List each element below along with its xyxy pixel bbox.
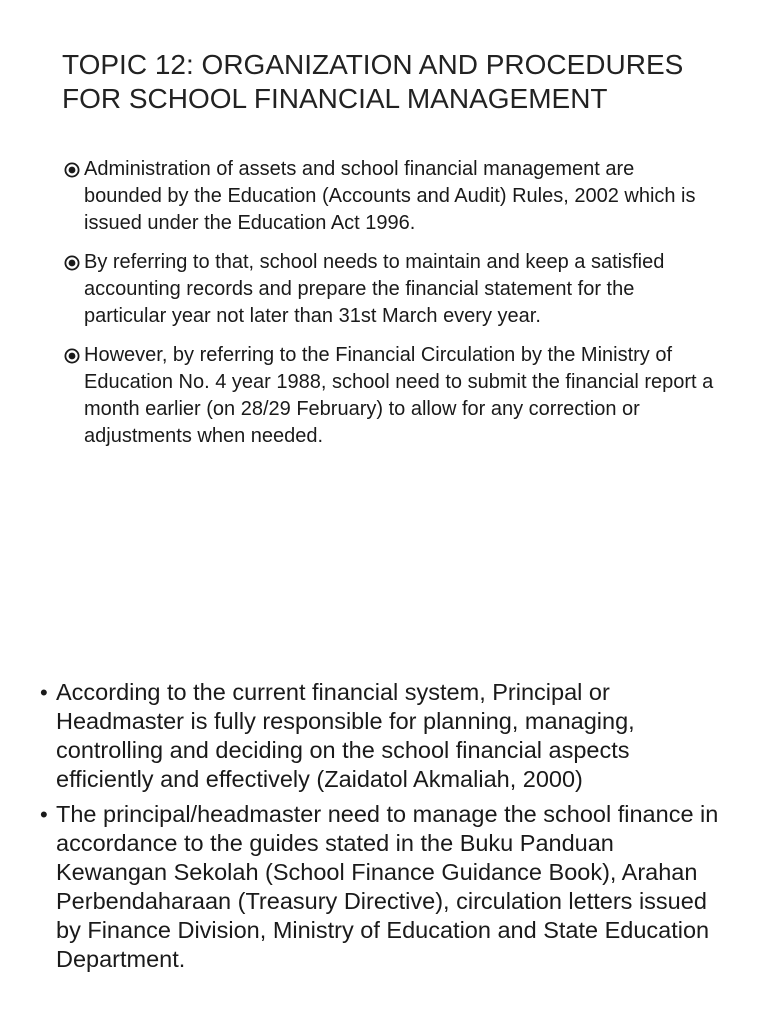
dot-icon: • bbox=[40, 802, 48, 827]
title-line-2: FOR SCHOOL FINANCIAL MANAGEMENT bbox=[62, 83, 608, 114]
list-item bbox=[62, 249, 714, 330]
bullet-text: However, by referring to the Financial Circulation by the Ministry of Education No. 4 year 1988, school need to submit the financial report a month earlier (on 28/29 February) to allow for any correction or adjustments when needed. bbox=[84, 344, 714, 447]
bullet-text: By referring to that, school needs to maintain and keep a satisfied accounting records and prepare the financial statement for the particular year not later than 31st March every year. bbox=[84, 251, 665, 327]
bullet-list bbox=[62, 156, 714, 450]
circled-dot-icon bbox=[64, 162, 80, 178]
bullet-text: Administration of assets and school financial management are bounded by the Education (Accounts and Audit) Rules, 2002 which is issued under the Education Act 1996. bbox=[84, 158, 696, 234]
bullet-text: According to the current financial system, Principal or Headmaster is fully responsible for planning, managing, controlling and deciding on the school financial aspects efficiently and effectively (Zaidatol Akmaliah, 2000) bbox=[56, 679, 635, 792]
bullet-text: The principal/headmaster need to manage the school finance in accordance to the guides stated in the Buku Panduan Kewangan Sekolah (School Finance Guidance Book), Arahan Perbendaharaan (Treasury Directive), circulation letters issued by Finance Division, Ministry of Education and State Education Department. bbox=[56, 801, 719, 972]
dot-icon: • bbox=[40, 680, 48, 705]
slide-2 bbox=[0, 640, 768, 1024]
bullet-list bbox=[38, 678, 728, 974]
circled-dot-icon bbox=[64, 255, 80, 271]
list-item bbox=[38, 800, 728, 974]
list-item bbox=[38, 678, 728, 794]
slide-title bbox=[62, 48, 722, 116]
list-item bbox=[62, 156, 714, 237]
circled-dot-icon bbox=[64, 348, 80, 364]
list-item bbox=[62, 342, 714, 450]
title-line-1: TOPIC 12: ORGANIZATION AND PROCEDURES bbox=[62, 49, 684, 80]
